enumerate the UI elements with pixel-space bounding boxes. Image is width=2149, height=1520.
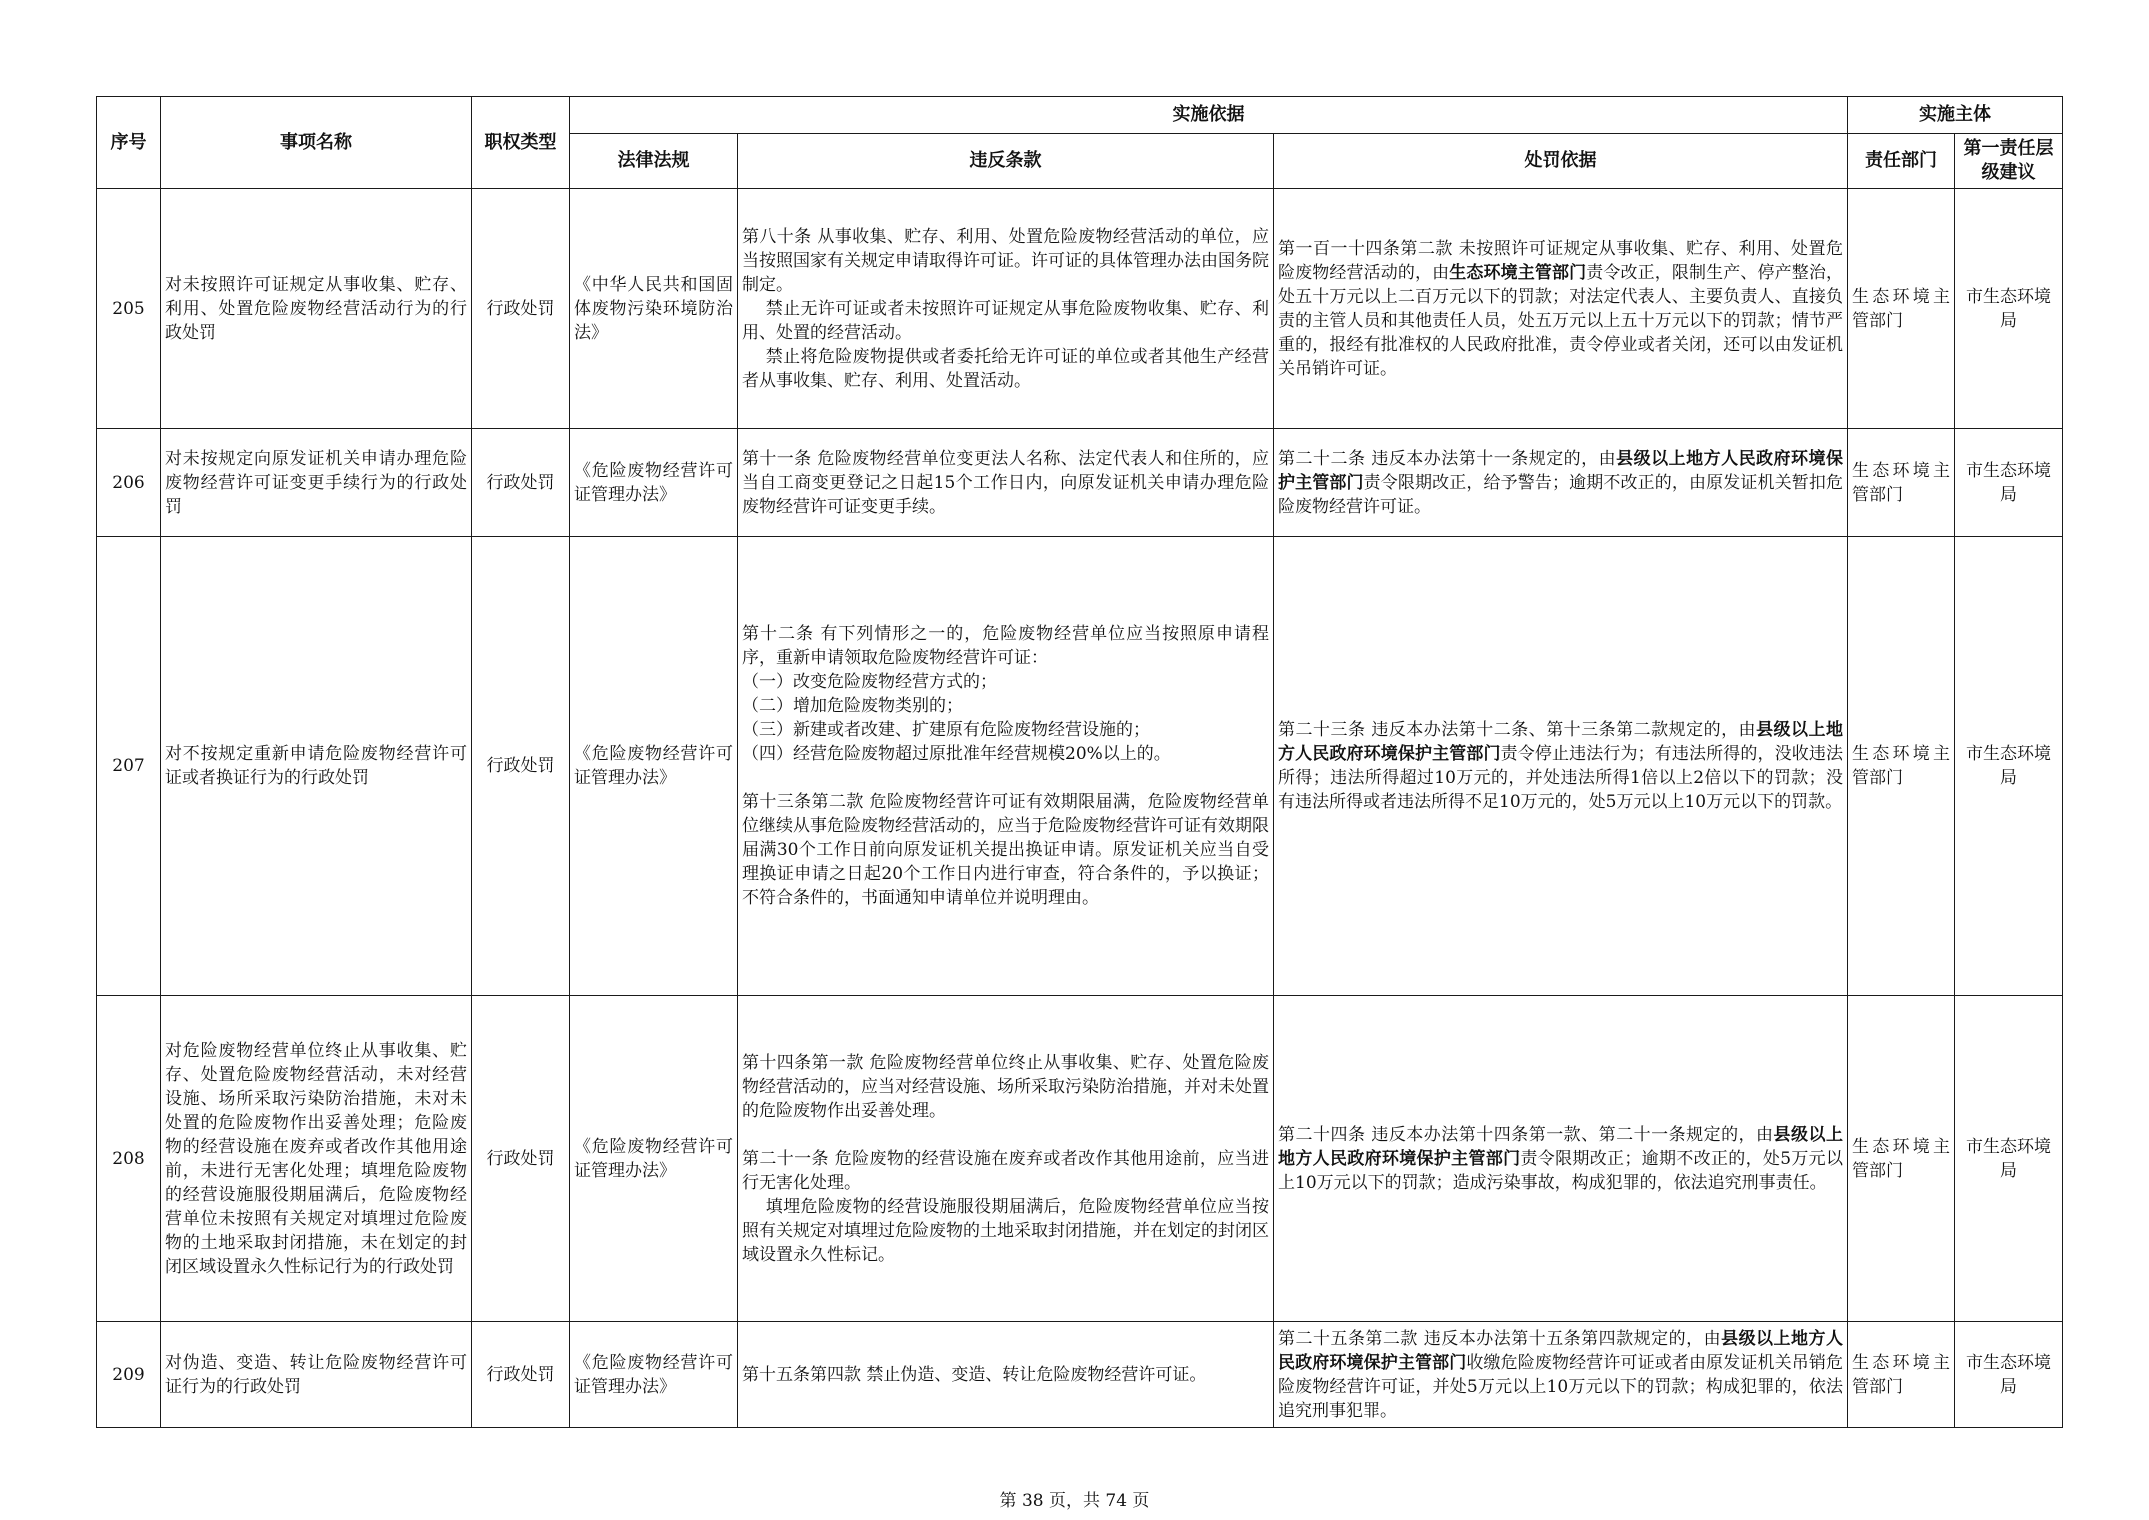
cell-level: 市生态环境局 xyxy=(1955,996,2063,1322)
violation-paragraph: 填埋危险废物的经营设施服役期届满后，危险废物经营单位应当按照有关规定对填埋过危险废物的土地采取封闭措施，并在划定的封闭区域设置永久性标记。 xyxy=(742,1196,1269,1265)
penalty-authority: 县级以上地方人民政府环境保护主管部门 xyxy=(1278,448,1844,493)
violation-paragraph: 第八十条 从事收集、贮存、利用、处置危险废物经营活动的单位，应当按照国家有关规定申请取得许可证。许可证的具体管理办法由国务院制定。 xyxy=(742,226,1269,295)
penalty-authority: 生态环境主管部门 xyxy=(1449,262,1587,283)
cell-power-type: 行政处罚 xyxy=(472,429,570,537)
cell-violation xyxy=(738,1322,1274,1428)
header-penalty: 处罚依据 xyxy=(1274,134,1848,189)
cell-law: 《危险废物经营许可证管理办法》 xyxy=(570,996,738,1322)
penalty-authority: 县级以上地方人民政府环境保护主管部门 xyxy=(1278,720,1844,764)
cell-dept: 生态环境主管部门 xyxy=(1848,1322,1955,1428)
table-row xyxy=(97,537,2063,996)
violation-paragraph: 第十一条 危险废物经营单位变更法人名称、法定代表人和住所的，应当自工商变更登记之日起15个工作日内，向原发证机关申请办理危险废物经营许可证变更手续。 xyxy=(742,448,1269,517)
cell-seq: 208 xyxy=(97,996,161,1322)
page-footer: 第 38 页，共 74 页 xyxy=(999,1491,1150,1511)
cell-seq: 205 xyxy=(97,189,161,429)
violation-paragraph: 禁止将危险废物提供或者委托给无许可证的单位或者其他生产经营者从事收集、贮存、利用、处置活动。 xyxy=(742,346,1269,391)
header-power-type: 职权类型 xyxy=(472,97,570,189)
cell-dept: 生态环境主管部门 xyxy=(1848,537,1955,996)
cell-penalty xyxy=(1274,996,1848,1322)
cell-penalty xyxy=(1274,537,1848,996)
cell-item-name: 对危险废物经营单位终止从事收集、贮存、处置危险废物经营活动，未对经营设施、场所采取污染防治措施，未对未处置的危险废物作出妥善处理；危险废物的经营设施在废弃或者改作其他用途前，未进行无害化处理；填埋危险废物的经营设施服役期届满后，危险废物经营单位未按照有关规定对填埋过危险废物的土地采取封闭措施，未在划定的封闭区域设置永久性标记行为的行政处罚 xyxy=(161,996,472,1322)
penalty-text: 第二十五条第二款 违反本办法第十五条第四款规定的，由 xyxy=(1278,1328,1722,1349)
header-basis-group: 实施依据 xyxy=(570,97,1848,134)
violation-paragraph: 第二十一条 危险废物的经营设施在废弃或者改作其他用途前，应当进行无害化处理。 xyxy=(742,1148,1269,1193)
header-violation: 违反条款 xyxy=(738,134,1274,189)
penalty-text: 第二十三条 违反本办法第十二条、第十三条第二款规定的，由 xyxy=(1278,720,1757,740)
cell-power-type: 行政处罚 xyxy=(472,537,570,996)
table-row xyxy=(97,189,2063,429)
table-row xyxy=(97,996,2063,1322)
penalty-text-rest: 责令限期改正，给予警告；逾期不改正的，由原发证机关暂扣危险废物经营许可证。 xyxy=(1278,472,1843,517)
cell-penalty xyxy=(1274,189,1848,429)
cell-level: 市生态环境局 xyxy=(1955,429,2063,537)
penalty-text-rest: 责令停止违法行为；有违法所得的，没收违法所得；违法所得超过10万元的，并处违法所得1倍以上2倍以下的罚款；没有违法所得或者违法所得不足10万元的，处5万元以上10万元以下的罚款。 xyxy=(1278,744,1843,812)
cell-item-name: 对伪造、变造、转让危险废物经营许可证行为的行政处罚 xyxy=(161,1322,472,1428)
cell-level: 市生态环境局 xyxy=(1955,189,2063,429)
cell-seq: 207 xyxy=(97,537,161,996)
cell-item-name: 对不按规定重新申请危险废物经营许可证或者换证行为的行政处罚 xyxy=(161,537,472,996)
cell-violation xyxy=(738,537,1274,996)
penalty-items-table xyxy=(96,96,2063,1428)
violation-paragraph: 第十五条第四款 禁止伪造、变造、转让危险废物经营许可证。 xyxy=(742,1364,1207,1385)
header-seq: 序号 xyxy=(97,97,161,189)
penalty-authority: 县级以上地方人民政府环境保护主管部门 xyxy=(1278,1124,1844,1169)
violation-paragraph: （二）增加危险废物类别的； xyxy=(742,696,963,716)
violation-paragraph: 禁止无许可证或者未按照许可证规定从事危险废物收集、贮存、利用、处置的经营活动。 xyxy=(742,298,1269,343)
violation-paragraph: 第十三条第二款 危险废物经营许可证有效期限届满，危险废物经营单位继续从事危险废物经营活动的，应当于危险废物经营许可证有效期限届满30个工作日前向原发证机关提出换证申请。原发证机关应当自受理换证申请之日起20个工作日内进行审查，符合条件的，予以换证；不符合条件的，书面通知申请单位并说明理由。 xyxy=(742,792,1269,908)
cell-power-type: 行政处罚 xyxy=(472,996,570,1322)
header-dept: 责任部门 xyxy=(1848,134,1955,189)
penalty-text: 第一百一十四条第二款 未按照许可证规定从事收集、贮存、利用、处置危险废物经营活动的，由 xyxy=(1278,238,1843,283)
violation-paragraph: （三）新建或者改建、扩建原有危险废物经营设施的； xyxy=(742,720,1150,740)
penalty-text-rest: 收缴危险废物经营许可证或者由原发证机关吊销危险废物经营许可证，并处5万元以上10万元以下的罚款；构成犯罪的，依法追究刑事犯罪。 xyxy=(1278,1352,1843,1421)
violation-paragraph: （一）改变危险废物经营方式的； xyxy=(742,672,997,692)
header-item-name: 事项名称 xyxy=(161,97,472,189)
violation-paragraph: （四）经营危险废物超过原批准年经营规模20%以上的。 xyxy=(742,744,1171,764)
cell-violation xyxy=(738,996,1274,1322)
cell-law: 《危险废物经营许可证管理办法》 xyxy=(570,429,738,537)
cell-seq: 209 xyxy=(97,1322,161,1428)
table-row xyxy=(97,429,2063,537)
penalty-text: 第二十二条 违反本办法第十一条规定的，由 xyxy=(1278,448,1617,469)
cell-power-type: 行政处罚 xyxy=(472,189,570,429)
header-level: 第一责任层级建议 xyxy=(1955,134,2063,189)
cell-law: 《危险废物经营许可证管理办法》 xyxy=(570,1322,738,1428)
penalty-text-rest: 责令改正，限制生产、停产整治，处五十万元以上二百万元以下的罚款；对法定代表人、主要负责人、直接负责的主管人员和其他责任人员，处五万元以上五十万元以下的罚款；情节严重的，报经有批准权的人民政府批准，责令停业或者关闭，还可以由发证机关吊销许可证。 xyxy=(1278,262,1843,379)
penalty-text: 第二十四条 违反本办法第十四条第一款、第二十一条规定的，由 xyxy=(1278,1124,1774,1145)
penalty-text-rest: 责令限期改正；逾期不改正的，处5万元以上10万元以下的罚款；造成污染事故，构成犯罪的，依法追究刑事责任。 xyxy=(1278,1148,1843,1193)
header-subject-group: 实施主体 xyxy=(1848,97,2063,134)
cell-penalty xyxy=(1274,1322,1848,1428)
table-row xyxy=(97,1322,2063,1428)
cell-violation xyxy=(738,429,1274,537)
header-law: 法律法规 xyxy=(570,134,738,189)
cell-seq: 206 xyxy=(97,429,161,537)
cell-dept: 生态环境主管部门 xyxy=(1848,429,1955,537)
cell-law: 《中华人民共和国固体废物污染环境防治法》 xyxy=(570,189,738,429)
cell-dept: 生态环境主管部门 xyxy=(1848,189,1955,429)
violation-paragraph: 第十四条第一款 危险废物经营单位终止从事收集、贮存、处置危险废物经营活动的，应当对经营设施、场所采取污染防治措施，并对未处置的危险废物作出妥善处理。 xyxy=(742,1052,1269,1121)
cell-violation xyxy=(738,189,1274,429)
violation-paragraph: 第十二条 有下列情形之一的，危险废物经营单位应当按照原申请程序，重新申请领取危险废物经营许可证： xyxy=(742,624,1269,668)
cell-law: 《危险废物经营许可证管理办法》 xyxy=(570,537,738,996)
cell-level: 市生态环境局 xyxy=(1955,1322,2063,1428)
penalty-authority: 县级以上地方人民政府环境保护主管部门 xyxy=(1278,1328,1844,1373)
cell-power-type: 行政处罚 xyxy=(472,1322,570,1428)
cell-penalty xyxy=(1274,429,1848,537)
cell-level: 市生态环境局 xyxy=(1955,537,2063,996)
cell-item-name: 对未按规定向原发证机关申请办理危险废物经营许可证变更手续行为的行政处罚 xyxy=(161,429,472,537)
cell-dept: 生态环境主管部门 xyxy=(1848,996,1955,1322)
cell-item-name: 对未按照许可证规定从事收集、贮存、利用、处置危险废物经营活动行为的行政处罚 xyxy=(161,189,472,429)
